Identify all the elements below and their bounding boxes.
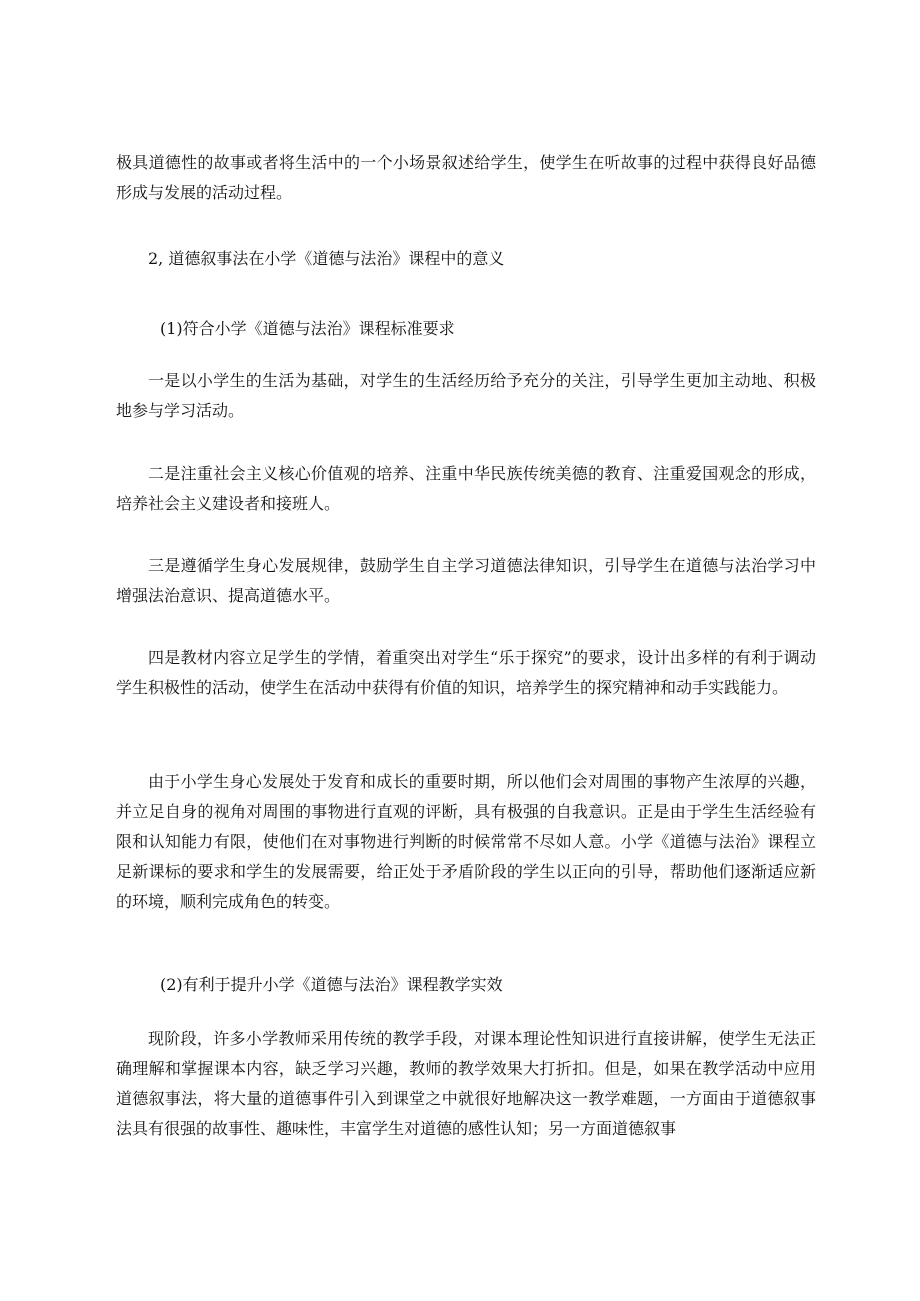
paragraph-current-stage: 现阶段，许多小学教师采用传统的教学手段，对课本理论性知识进行直接讲解，使学生无法正确理解和掌握课本内容，缺乏学习兴趣，教师的教学效果大打折扣。但是，如果在教学活动中应用道德叙事法，将大量的道德事件引入到课堂之中就很好地解决这一教学难题，一方面由于道德叙事法具有很强的故事性、趣味性，丰富学生对道德的感性认知；另一方面道德叙事 [116, 1029, 816, 1138]
paragraph-point-two: 二是注重社会主义核心价值观的培养、注重中华民族传统美德的教育、注重爱国观念的形成，培养社会主义建设者和接班人。 [116, 464, 816, 513]
paragraph-development: 由于小学生身心发展处于发育和成长的重要时期，所以他们会对周围的事物产生浓厚的兴趣，并立足自身的视角对周围的事物进行直观的评断，具有极强的自我意识。正是由于学生生活经验有限和认知能力有限，使他们在对事物进行判断的时候常常不尽如人意。小学《道德与法治》课程立足新课标的要求和学生的发展需要，给正处于矛盾阶段的学生以正向的引导，帮助他们逐渐适应新的环境，顺利完成角色的转变。 [116, 772, 816, 911]
paragraph-point-one: 一是以小学生的生活为基础，对学生的生活经历给予充分的关注，引导学生更加主动地、积极地参与学习活动。 [116, 371, 816, 420]
paragraph-point-four: 四是教材内容立足学生的学情，着重突出对学生“乐于探究”的要求，设计出多样的有利于调动学生积极性的活动，使学生在活动中获得有价值的知识，培养学生的探究精神和动手实践能力。 [116, 648, 816, 697]
paragraph-continuation: 极具道德性的故事或者将生活中的一个小场景叙述给学生，使学生在听故事的过程中获得良好品德形成与发展的活动过程。 [116, 153, 816, 202]
section-heading-2: 2, 道德叙事法在小学《道德与法治》课程中的意义 [148, 249, 505, 268]
sub-heading-2: (2)有利于提升小学《道德与法治》课程教学实效 [160, 975, 503, 994]
sub-heading-1: (1)符合小学《道德与法治》课程标准要求 [160, 319, 455, 338]
paragraph-point-three: 三是遵循学生身心发展规律，鼓励学生自主学习道德法律知识，引导学生在道德与法治学习中增强法治意识、提高道德水平。 [116, 556, 816, 605]
